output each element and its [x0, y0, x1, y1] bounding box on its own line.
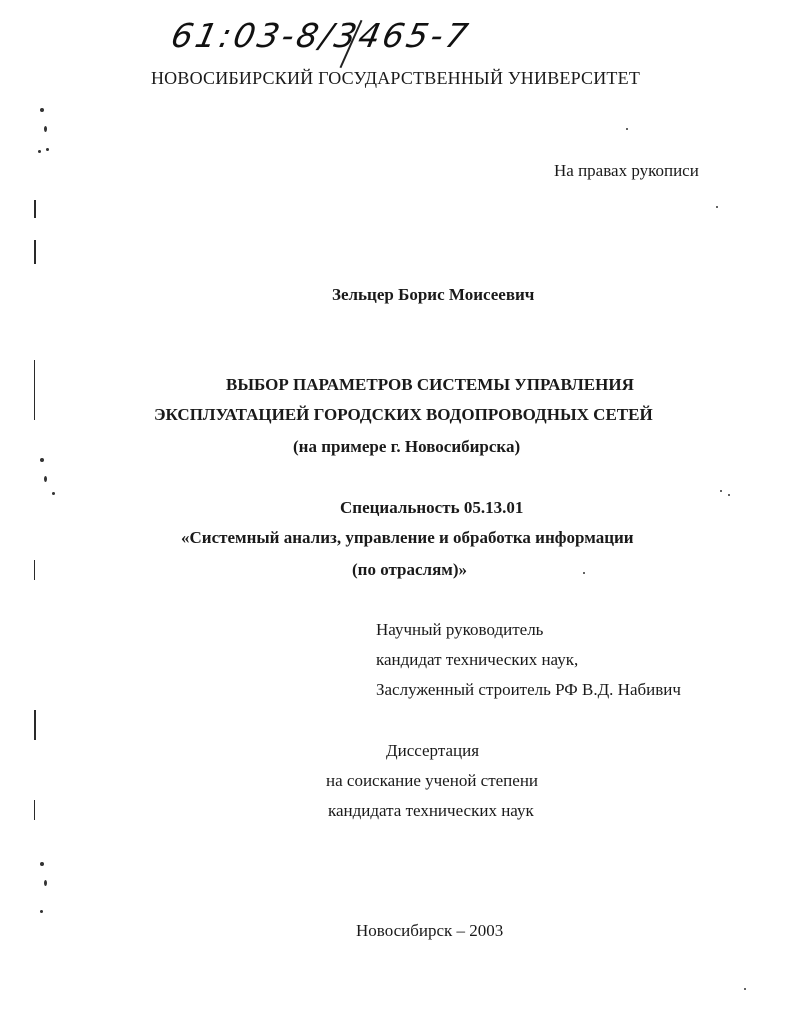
dissertation-degree-line-2: кандидата технических наук — [328, 801, 534, 820]
supervisor-degree: кандидат технических наук, — [376, 650, 579, 669]
specialty-code: Специальность 05.13.01 — [340, 498, 524, 517]
supervisor-name: Заслуженный строитель РФ В.Д. Набивич — [376, 680, 681, 699]
specialty-name-line-2: (по отраслям)» — [352, 560, 468, 579]
place-and-year: Новосибирск – 2003 — [356, 921, 504, 940]
dissertation-label: Диссертация — [386, 741, 480, 760]
thesis-title-subtitle: (на примере г. Новосибирска) — [293, 437, 521, 456]
manuscript-note: На правах рукописи — [554, 161, 699, 180]
university-name: НОВОСИБИРСКИЙ ГОСУДАРСТВЕННЫЙ УНИВЕРСИТЕТ — [150, 68, 641, 88]
author-name: Зельцер Борис Моисеевич — [332, 285, 535, 304]
supervisor-label: Научный руководитель — [376, 620, 544, 639]
thesis-title-line-2: ЭКСПЛУАТАЦИЕЙ ГОРОДСКИХ ВОДОПРОВОДНЫХ СЕТЕЙ — [154, 405, 653, 424]
specialty-name-line-1: «Системный анализ, управление и обработка информации — [181, 528, 634, 547]
dissertation-degree-line-1: на соискание ученой степени — [326, 771, 539, 790]
thesis-title-line-1: ВЫБОР ПАРАМЕТРОВ СИСТЕМЫ УПРАВЛЕНИЯ — [226, 375, 634, 394]
handwritten-catalog-number: 61:03-8/3465-7 — [167, 16, 475, 55]
